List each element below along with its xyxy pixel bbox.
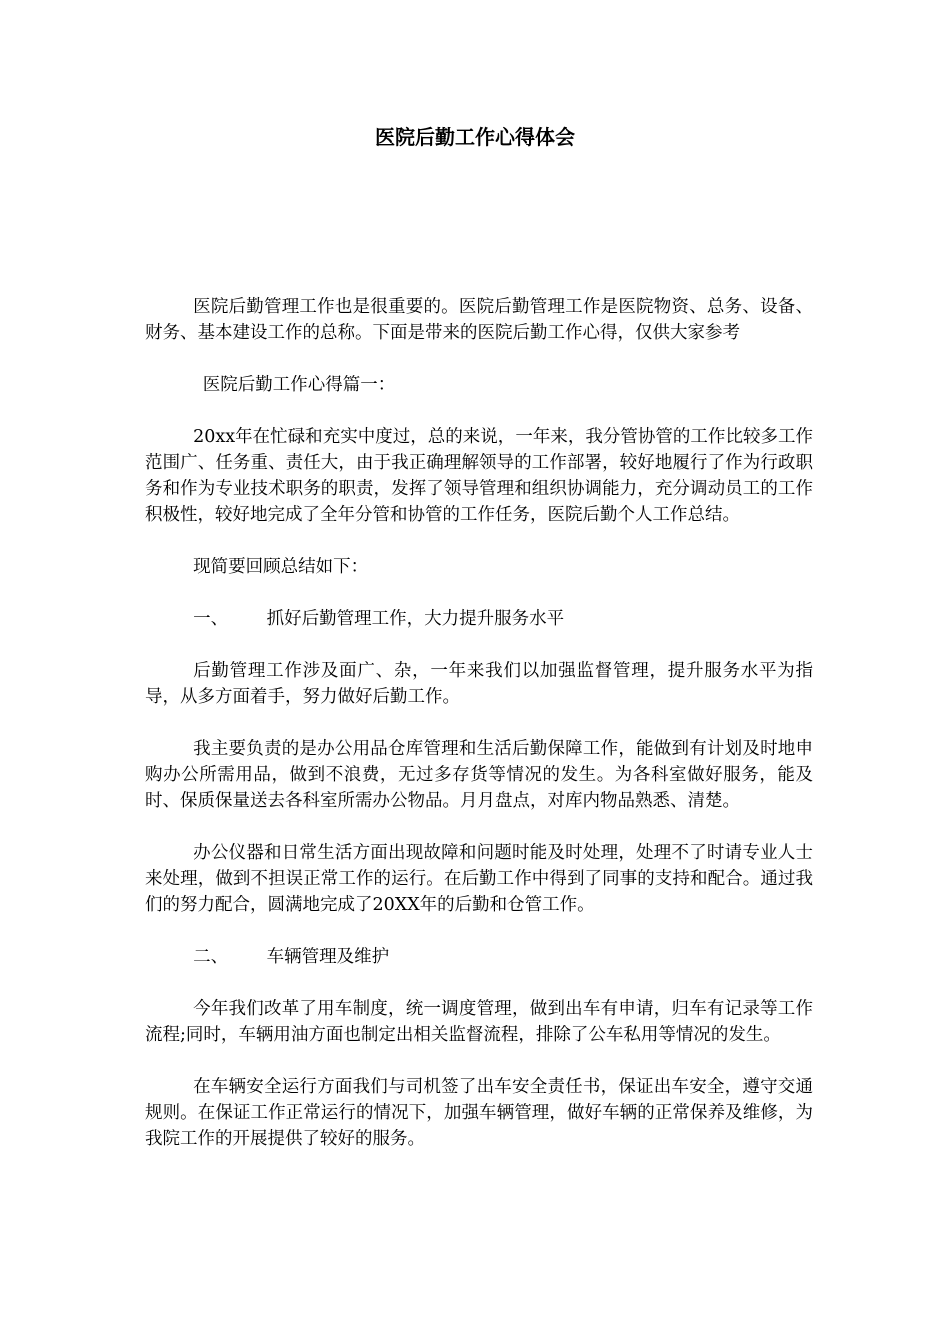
- section-heading-1: [145, 606, 813, 632]
- section-title-2: 车辆管理及维护: [266, 947, 390, 967]
- section-1-paragraph-3: 办公仪器和日常生活方面出现故障和问题时能及时处理，处理不了时请专业人士来处理，做到不担误正常工作的运行。在后勤工作中得到了同事的支持和配合。通过我们的努力配合，圆满地完成了20XX年的后勤和仓管工作。: [145, 843, 813, 915]
- section-number-1: 一、: [193, 609, 229, 629]
- section-number-2: 二、: [193, 947, 229, 967]
- document-body: [145, 294, 813, 1178]
- section-2-paragraph-2: 在车辆安全运行方面我们与司机签了出车安全责任书，保证出车安全，遵守交通规则。在保证工作正常运行的情况下，加强车辆管理，做好车辆的正常保养及维修，为我院工作的开展提供了较好的服务。: [145, 1077, 813, 1149]
- section-heading-2: [145, 944, 813, 970]
- section-2-paragraph-1: 今年我们改革了用车制度，统一调度管理，做到出车有申请，归车有记录等工作流程;同时，车辆用油方面也制定出相关监督流程，排除了公车私用等情况的发生。: [145, 999, 813, 1045]
- section-1-paragraph-2: 我主要负责的是办公用品仓库管理和生活后勤保障工作，能做到有计划及时地申购办公所需用品，做到不浪费，无过多存货等情况的发生。为各科室做好服务，能及时、保质保量送去各科室所需办公物品。月月盘点，对库内物品熟悉、清楚。: [145, 739, 813, 811]
- section-1-paragraph-1: 后勤管理工作涉及面广、杂，一年来我们以加强监督管理，提升服务水平为指导，从多方面着手，努力做好后勤工作。: [145, 661, 813, 707]
- review-intro: 现简要回顾总结如下：: [193, 557, 369, 577]
- document-title: 医院后勤工作心得体会: [375, 125, 575, 149]
- article-subtitle: 医院后勤工作心得篇一：: [202, 375, 396, 395]
- summary-paragraph: 20xx年在忙碌和充实中度过，总的来说，一年来，我分管协管的工作比较多工作范围广、任务重、责任大，由于我正确理解领导的工作部署，较好地履行了作为行政职务和作为专业技术职务的职责，发挥了领导管理和组织协调能力，充分调动员工的工作积极性，较好地完成了全年分管和协管的工作任务，医院后勤个人工作总结。: [145, 427, 813, 525]
- section-title-1: 抓好后勤管理工作，大力提升服务水平: [266, 609, 565, 629]
- intro-paragraph: 医院后勤管理工作也是很重要的。医院后勤管理工作是医院物资、总务、设备、财务、基本建设工作的总称。下面是带来的医院后勤工作心得，仅供大家参考: [145, 297, 813, 343]
